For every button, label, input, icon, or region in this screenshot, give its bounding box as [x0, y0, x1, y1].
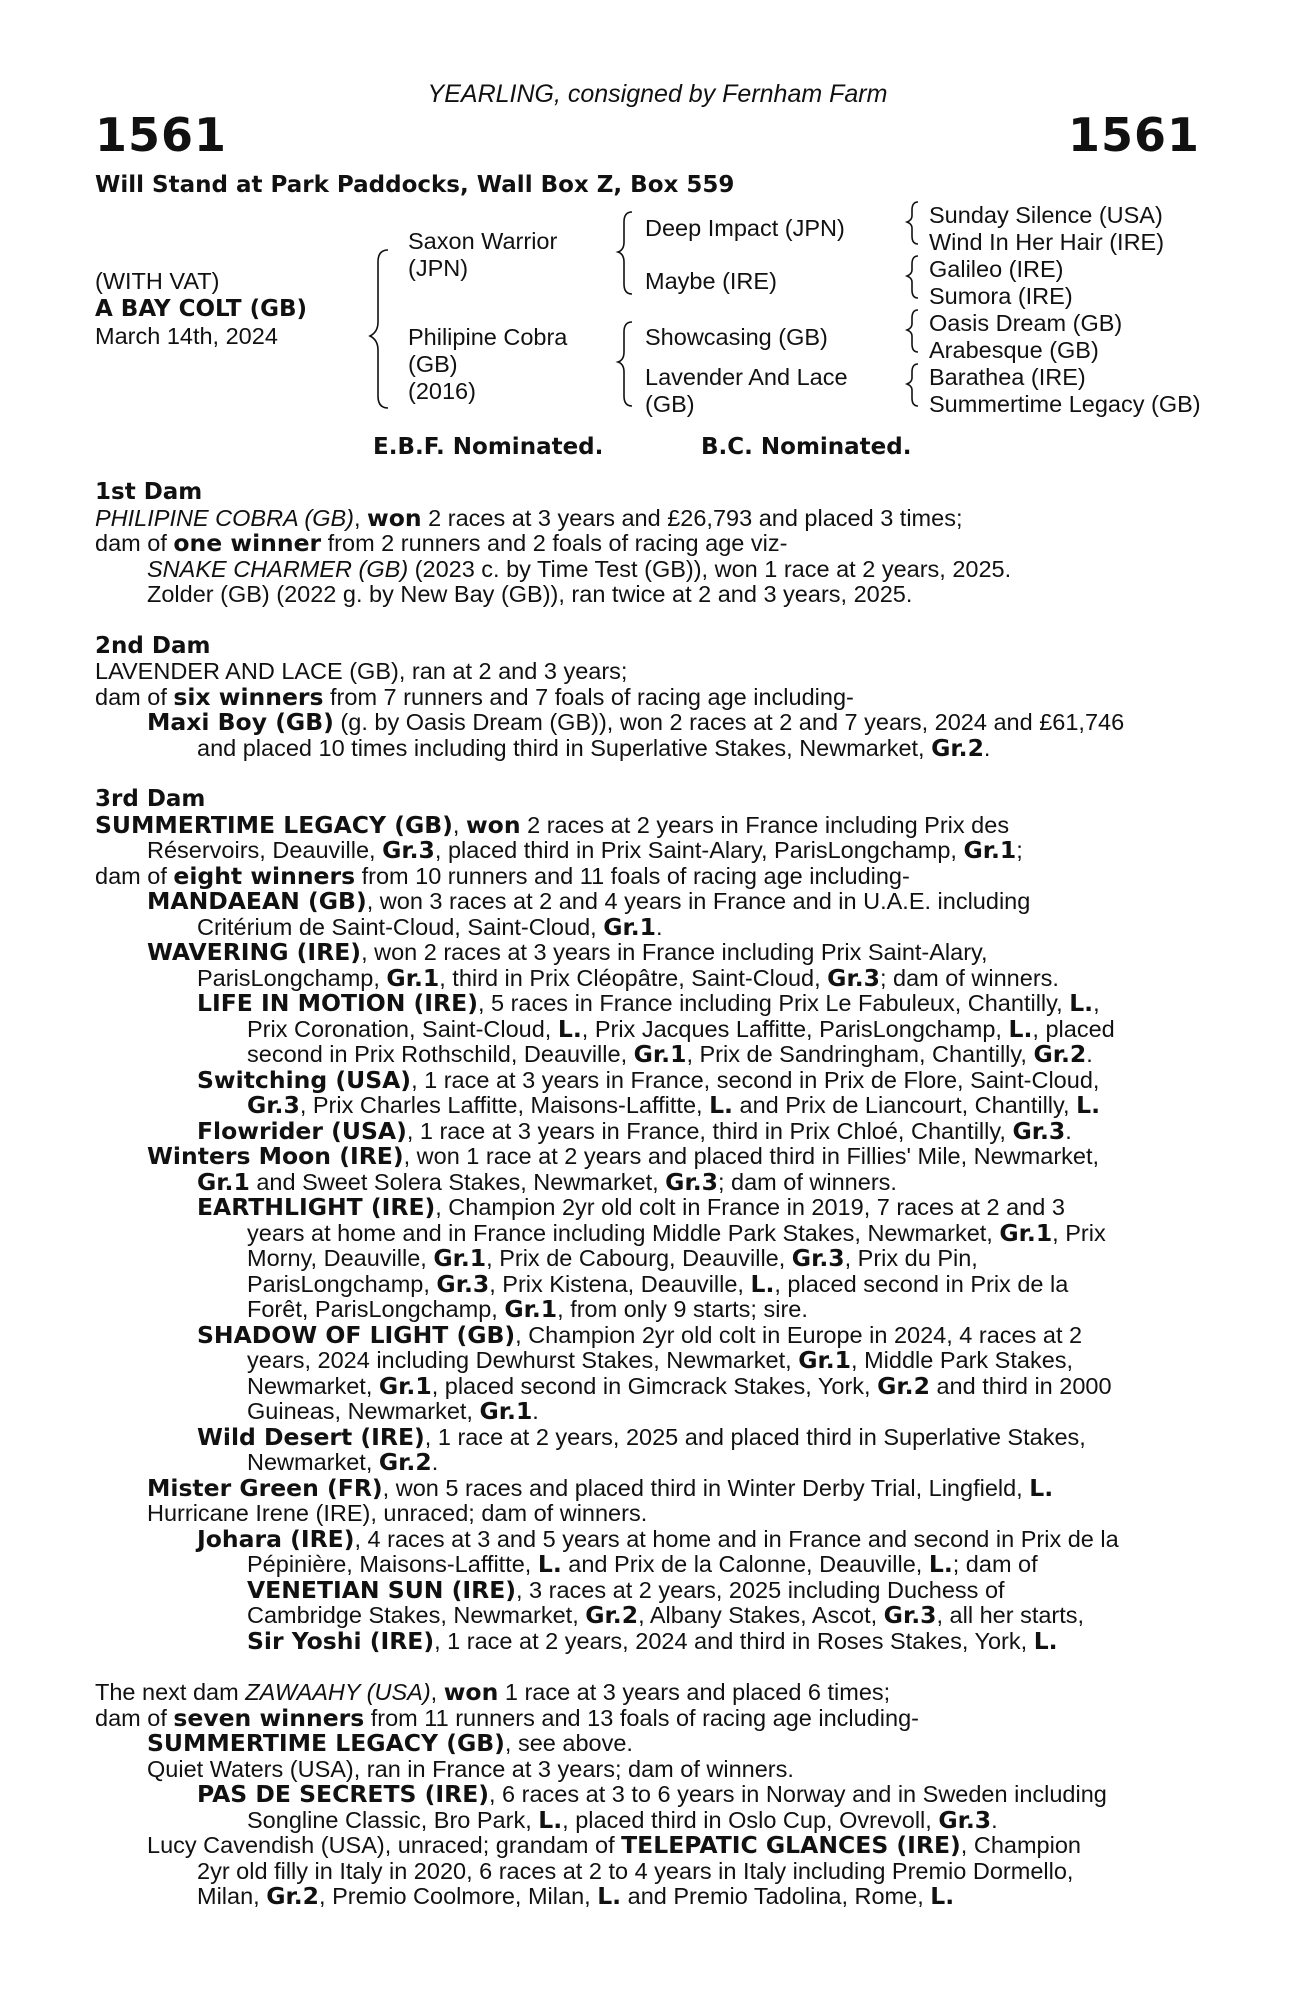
text-line [95, 963, 1200, 992]
text-span: , 3 races at 2 years, 2025 including Duchess of [516, 1576, 1005, 1603]
family-sections [95, 480, 1200, 1910]
brace-gen2-sire [618, 212, 632, 294]
text-line [95, 1782, 1200, 1808]
text-span: , all her starts, [936, 1602, 1085, 1628]
text-line [95, 1297, 1200, 1323]
text-span: , Champion 2yr old colt in France in 2019, 7 races at 2 and 3 [435, 1194, 1065, 1220]
text-span: 1 race at 3 years and placed 6 times; [498, 1679, 891, 1705]
bold-text: Johara (IRE) [197, 1524, 355, 1553]
text-line [95, 1014, 1200, 1043]
text-line [95, 940, 1200, 966]
sire-name: Saxon Warrior [408, 228, 558, 254]
text-span: ; [1016, 837, 1023, 863]
text-line [95, 1473, 1200, 1502]
text-line [95, 733, 1200, 762]
text-span: and placed 10 times including third in Superlative Stakes, Newmarket, [197, 734, 932, 761]
text-line [95, 682, 1200, 711]
bold-text: Gr.3 [791, 1244, 845, 1272]
text-line [95, 1422, 1200, 1451]
section-heading: 1st Dam [95, 479, 203, 505]
text-span: , placed [1032, 1015, 1115, 1042]
text-span: , placed second in Prix de la [774, 1270, 1069, 1297]
brace-gen2-dam [618, 322, 632, 406]
dam-name: Philipine Cobra [408, 324, 568, 350]
text-line [95, 838, 1200, 864]
bold-text: L. [538, 1805, 563, 1834]
ssd: Wind In Her Hair (IRE) [929, 229, 1165, 255]
horse-name: A BAY COLT (GB) [95, 296, 308, 322]
text-span: 2yr old filly in Italy in 2020, 6 races at 2 to 4 years in Italy including Premio Dormello, [197, 1857, 1074, 1884]
text-line [95, 1524, 1200, 1553]
text-span: Réservoirs, Deauville, [147, 837, 383, 863]
bold-text: Gr.3 [883, 1601, 937, 1629]
italic-text: ZAWAAHY (USA) [245, 1679, 431, 1705]
consignor-subtitle: YEARLING, consigned by Fernham Farm [427, 80, 888, 108]
text-span: Lucy Cavendish (USA), unraced; grandam of [147, 1832, 622, 1858]
brace-gen3-4 [907, 364, 918, 406]
bold-text: LIFE IN MOTION (IRE) [197, 989, 478, 1017]
text-span: The next dam [95, 1679, 246, 1705]
text-span: , Prix de Cabourg, Deauville, [486, 1245, 792, 1271]
text-line [95, 1371, 1200, 1400]
text-span: Morny, Deauville, [247, 1245, 434, 1271]
dsd: Arabesque (GB) [929, 337, 1099, 363]
text-span: from 11 runners and 13 foals of racing age including- [364, 1704, 919, 1731]
text-line [95, 810, 1200, 839]
bold-text: Gr.2 [266, 1882, 320, 1910]
text-line [95, 1218, 1200, 1247]
bold-text: L. [709, 1091, 733, 1119]
text-span: Newmarket, [247, 1372, 379, 1399]
bold-text: Gr.1 [963, 836, 1017, 864]
bold-text: L. [1029, 1473, 1054, 1502]
text-span: , see above. [504, 1730, 633, 1756]
text-span: , won 1 race at 2 years and placed third in Fillies' Mile, Newmarket, [403, 1143, 1100, 1169]
bold-text: L. [557, 1014, 582, 1043]
text-span: years at home and in France including Middle Park Stakes, Newmarket, [247, 1219, 1000, 1246]
bold-text: eight winners [173, 861, 356, 890]
bold-text: L. [1008, 1014, 1033, 1043]
text-span: Newmarket, [247, 1449, 379, 1475]
text-span: , Prix de Sandringham, Chantilly, [686, 1041, 1034, 1067]
bold-text: Wild Desert (IRE) [197, 1422, 425, 1451]
brace-gen3-3 [907, 310, 918, 352]
text-span: , Prix Charles Laffitte, Maisons-Laffitte, [299, 1092, 710, 1118]
text-line [95, 1167, 1200, 1196]
text-line [95, 1859, 1200, 1885]
bold-text: Gr.3 [436, 1269, 490, 1298]
sire-country: (JPN) [408, 255, 469, 281]
text-span: and Sweet Solera Stakes, Newmarket, [249, 1168, 666, 1195]
bold-text: SHADOW OF LIGHT (GB) [197, 1320, 516, 1349]
text-span: Cambridge Stakes, Newmarket, [247, 1602, 586, 1628]
text-span: , 5 races in France including Prix Le Fabuleux, Chantilly, [477, 990, 1070, 1016]
bold-text: Gr.2 [1033, 1040, 1087, 1068]
text-line [95, 1703, 1200, 1732]
bold-text: one winner [173, 529, 322, 557]
bold-text: L. [928, 1550, 953, 1578]
bold-text: won [443, 1678, 499, 1706]
text-line [95, 1731, 1200, 1757]
bold-text: TELEPATIC GLANCES (IRE) [621, 1831, 961, 1859]
text-line [95, 1757, 1200, 1783]
bold-text: Gr.1 [504, 1295, 558, 1323]
text-span: Critérium de Saint-Cloud, Saint-Cloud, [197, 913, 604, 940]
dam-dam-country: (GB) [645, 391, 695, 417]
text-line [95, 1348, 1200, 1374]
text-line [95, 1626, 1200, 1655]
text-line [95, 1884, 1200, 1910]
vat-note: (WITH VAT) [95, 268, 220, 294]
text-span: (g. by Oasis Dream (GB)), won 2 races at 2 and 7 years, 2024 and £61,746 [333, 709, 1125, 735]
bold-text: L. [1076, 1091, 1100, 1119]
text-line [95, 1042, 1200, 1068]
text-line [95, 659, 1200, 685]
text-span: , Champion [960, 1832, 1081, 1858]
bold-text: six winners [173, 682, 324, 711]
text-span: 2 races at 2 years in France including Prix des [520, 811, 1010, 838]
dds: Barathea (IRE) [929, 364, 1086, 390]
text-span: , placed third in Oslo Cup, Ovrevoll, [562, 1806, 939, 1833]
text-line [95, 1501, 1200, 1527]
text-span: years, 2024 including Dewhurst Stakes, Newmarket, [247, 1347, 799, 1373]
text-line [95, 582, 1200, 608]
bold-text: L. [750, 1269, 775, 1298]
text-line [95, 503, 1200, 532]
text-span: , placed second in Gimcrack Stakes, York, [431, 1372, 878, 1399]
text-span: . [656, 913, 663, 940]
text-line [95, 1116, 1200, 1145]
horse-dob: March 14th, 2024 [95, 323, 278, 349]
text-span: Quiet Waters (USA), ran in France at 3 years; dam of winners. [147, 1755, 794, 1782]
text-line [95, 1833, 1200, 1859]
text-span: . [983, 734, 991, 761]
bold-text: seven winners [173, 1703, 365, 1732]
bold-text: Gr.1 [999, 1218, 1053, 1247]
bold-text: PAS DE SECRETS (IRE) [197, 1780, 489, 1808]
text-line [95, 1065, 1200, 1094]
text-span: , Albany Stakes, Ascot, [638, 1602, 884, 1628]
bold-text: Gr.3 [827, 963, 880, 992]
bold-text: Gr.2 [877, 1371, 930, 1400]
sire-dam: Maybe (IRE) [645, 268, 777, 294]
bold-text: Gr.2 [931, 733, 984, 762]
bold-text: SUMMERTIME LEGACY (GB) [147, 1729, 505, 1757]
text-span: , won 3 races at 2 and 4 years in France and in U.A.E. including [366, 888, 1031, 914]
bc-nominated: B.C. Nominated. [701, 434, 912, 460]
text-line [95, 557, 1200, 583]
bold-text: Gr.1 [603, 912, 657, 941]
section-heading: 3rd Dam [95, 786, 206, 812]
bold-text: Gr.1 [633, 1040, 687, 1068]
bold-text: Gr.3 [382, 836, 435, 864]
bold-text: Sir Yoshi (IRE) [247, 1626, 435, 1655]
bold-text: Maxi Boy (GB) [147, 708, 334, 736]
text-span: , Prix Jacques Laffitte, ParisLongchamp, [581, 1015, 1009, 1042]
text-span: , [1093, 990, 1100, 1016]
bold-text: L. [930, 1882, 955, 1910]
lot-number-left: 1561 [95, 108, 228, 162]
text-span: second in Prix Rothschild, Deauville, [247, 1041, 634, 1067]
text-span: . [431, 1449, 439, 1475]
text-span: , Prix Kistena, Deauville, [489, 1270, 751, 1297]
text-span: , 6 races at 3 to 6 years in Norway and in Sweden including [488, 1781, 1107, 1807]
text-line [95, 1805, 1200, 1834]
bold-text: Gr.2 [585, 1601, 639, 1629]
bold-text: L. [1069, 989, 1094, 1017]
text-span: , [353, 504, 368, 531]
text-span: ; dam of [952, 1551, 1038, 1577]
text-span: ; dam of winners. [879, 964, 1059, 991]
sss: Sunday Silence (USA) [929, 202, 1163, 228]
text-span: . [532, 1398, 539, 1424]
dam-section [95, 1680, 1200, 1910]
text-span: Pépinière, Maisons-Laffitte, [247, 1551, 538, 1577]
text-line [95, 991, 1200, 1017]
text-span: and Prix de Liancourt, Chantilly, [732, 1092, 1077, 1118]
text-line [95, 912, 1200, 941]
text-span: . [1065, 1117, 1072, 1144]
text-line [95, 1680, 1200, 1706]
bold-text: Gr.1 [433, 1244, 487, 1272]
text-span: dam of [95, 683, 174, 710]
text-span: ParisLongchamp, [247, 1270, 437, 1297]
bold-text: Mister Green (FR) [147, 1473, 383, 1502]
text-span: , placed third in Prix Saint-Alary, ParisLongchamp, [434, 837, 964, 863]
bold-text: Gr.1 [386, 963, 440, 992]
bold-text: Gr.3 [938, 1805, 992, 1834]
stand-location: Will Stand at Park Paddocks, Wall Box Z, Box 559 [95, 172, 735, 198]
text-line [95, 1552, 1200, 1578]
text-span: from 7 runners and 7 foals of racing age including- [323, 683, 854, 710]
dam-country: (GB) [408, 351, 458, 377]
text-span: Zolder (GB) (2022 g. by New Bay (GB)), ran twice at 2 and 3 years, 2025. [147, 581, 913, 607]
text-line [95, 1399, 1200, 1425]
text-span: , won 5 races and placed third in Winter Derby Trial, Lingfield, [382, 1474, 1030, 1501]
text-line [95, 1575, 1200, 1604]
bold-text: Gr.1 [798, 1346, 852, 1374]
text-span: , from only 9 starts; sire. [557, 1296, 808, 1322]
text-line [95, 1246, 1200, 1272]
dss: Oasis Dream (GB) [929, 310, 1123, 336]
ddd: Summertime Legacy (GB) [929, 391, 1201, 417]
text-span: , 1 race at 2 years, 2025 and placed third in Superlative Stakes, [424, 1423, 1086, 1450]
dam-section [95, 480, 1200, 608]
text-span: , 1 race at 2 years, 2024 and third in Roses Stakes, York, [434, 1627, 1034, 1654]
bold-text: won [465, 810, 521, 839]
text-line [95, 889, 1200, 915]
text-span: . [991, 1806, 998, 1833]
text-span: , Prix [1052, 1219, 1106, 1246]
bold-text: Gr.1 [378, 1371, 432, 1400]
text-span: dam of [95, 530, 174, 556]
text-span: 2 races at 3 years and £26,793 and placed 3 times; [421, 504, 963, 531]
bold-text: Winters Moon (IRE) [147, 1142, 404, 1170]
bold-text: L. [597, 1882, 622, 1910]
text-span: , [452, 811, 466, 838]
italic-text: SNAKE CHARMER (GB) [147, 555, 409, 582]
bold-text: L. [1033, 1626, 1058, 1655]
bold-text: Gr.3 [665, 1167, 718, 1196]
bold-text: EARTHLIGHT (IRE) [197, 1193, 436, 1221]
section-heading: 2nd Dam [95, 632, 211, 659]
text-line [95, 861, 1200, 890]
dam-year: (2016) [408, 378, 476, 404]
text-span: Guineas, Newmarket, [247, 1398, 480, 1424]
text-span: dam of [95, 1704, 174, 1731]
text-line [95, 710, 1200, 736]
bold-text: Gr.2 [378, 1448, 432, 1476]
text-span: (2023 c. by Time Test (GB)), won 1 race at 2 years, 2025. [408, 555, 1012, 582]
text-span: , 1 race at 3 years in France, second in Prix de Flore, Saint-Cloud, [411, 1066, 1100, 1093]
text-line [95, 1269, 1200, 1298]
text-span: . [1086, 1041, 1093, 1067]
bold-text: Switching (USA) [197, 1065, 412, 1094]
text-line [95, 1093, 1200, 1119]
text-line [95, 531, 1200, 557]
text-span: Prix Coronation, Saint-Cloud, [247, 1015, 558, 1042]
bold-text: SUMMERTIME LEGACY (GB) [95, 810, 453, 839]
text-span: and Premio Tadolina, Rome, [621, 1883, 931, 1909]
text-line [95, 1320, 1200, 1349]
text-span: , Premio Coolmore, Milan, [319, 1883, 598, 1909]
text-span: Songline Classic, Bro Park, [247, 1806, 539, 1833]
bold-text: VENETIAN SUN (IRE) [247, 1575, 516, 1604]
dam-section [95, 787, 1200, 1654]
text-line [95, 1603, 1200, 1629]
text-line [95, 1144, 1200, 1170]
brace-gen3-2 [907, 256, 918, 298]
bold-text: Gr.1 [197, 1167, 250, 1196]
lot-number-right: 1561 [1067, 108, 1200, 162]
ebf-nominated: E.B.F. Nominated. [373, 434, 604, 460]
text-span: , Prix du Pin, [844, 1245, 978, 1271]
text-span: Hurricane Irene (IRE), unraced; dam of winners. [147, 1500, 648, 1526]
bold-text: Flowrider (USA) [197, 1116, 407, 1145]
text-span: dam of [95, 862, 174, 889]
text-span: from 10 runners and 11 foals of racing age including- [355, 862, 910, 889]
bold-text: Gr.3 [247, 1091, 300, 1119]
text-span: , 1 race at 3 years in France, third in Prix Chloé, Chantilly, [406, 1117, 1013, 1144]
bold-text: Gr.3 [1012, 1116, 1066, 1145]
text-span: from 2 runners and 2 foals of racing age viz- [321, 530, 788, 556]
dam-section [95, 634, 1200, 762]
text-span: , third in Prix Cléopâtre, Saint-Cloud, [439, 964, 828, 991]
text-span: , Champion 2yr old colt in Europe in 2024, 4 races at 2 [515, 1321, 1083, 1348]
sire-sire: Deep Impact (JPN) [645, 215, 845, 241]
text-span: , Middle Park Stakes, [851, 1347, 1074, 1373]
sdd: Sumora (IRE) [929, 283, 1073, 309]
bold-text: MANDAEAN (GB) [147, 887, 367, 915]
text-span: and Prix de la Calonne, Deauville, [561, 1551, 929, 1577]
dam-dam: Lavender And Lace [645, 364, 848, 390]
text-span: Milan, [197, 1883, 267, 1909]
dam-sire: Showcasing (GB) [645, 324, 828, 350]
bold-text: WAVERING (IRE) [147, 938, 362, 966]
brace-gen1 [370, 250, 388, 408]
text-span: , [430, 1679, 444, 1705]
bold-text: L. [537, 1550, 562, 1578]
text-span: ParisLongchamp, [197, 964, 387, 991]
text-span: , won 2 races at 3 years in France including Prix Saint-Alary, [361, 939, 988, 965]
bold-text: won [367, 503, 422, 532]
sds: Galileo (IRE) [929, 256, 1064, 282]
bold-text: Gr.1 [479, 1397, 533, 1425]
text-span: and third in 2000 [929, 1372, 1112, 1399]
text-line [95, 1450, 1200, 1476]
text-span: , 4 races at 3 and 5 years at home and in France and second in Prix de la [354, 1525, 1119, 1552]
brace-gen3-1 [907, 202, 918, 244]
text-span: ; dam of winners. [717, 1168, 897, 1195]
text-span: Forêt, ParisLongchamp, [247, 1296, 505, 1322]
text-line [95, 1195, 1200, 1221]
italic-text: PHILIPINE COBRA (GB) [95, 504, 354, 531]
text-span: LAVENDER AND LACE (GB), ran at 2 and 3 years; [95, 658, 628, 684]
